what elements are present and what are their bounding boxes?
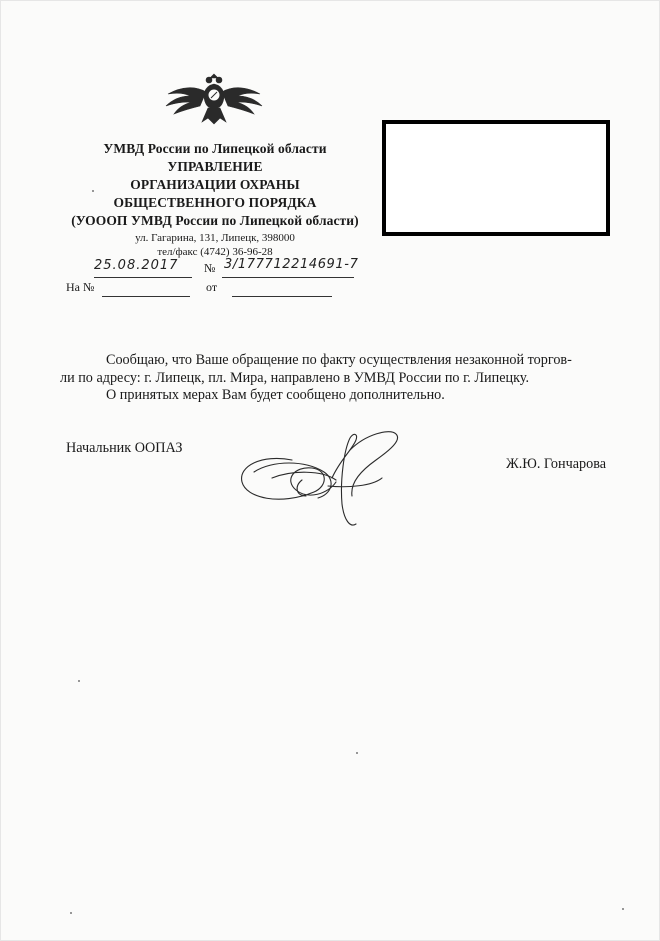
org-name: УМВД России по Липецкой области xyxy=(103,141,327,156)
letter-body xyxy=(60,352,620,405)
registration-date: 25.08.2017 xyxy=(94,258,179,273)
registration-number: 3/177712214691-7 xyxy=(224,257,359,272)
reference-row xyxy=(66,278,366,300)
from-label: от xyxy=(206,280,218,294)
reference-label: На № xyxy=(66,280,95,294)
scan-speck xyxy=(70,912,72,914)
body-line-1: Сообщаю, что Ваше обращение по факту осуществления незаконной торгов- xyxy=(106,352,572,368)
dept-line-4: (УОООП УМВД России по Липецкой области) xyxy=(71,213,359,228)
phone: тел/факс (4742) 36-96-28 xyxy=(157,246,273,258)
number-label: № xyxy=(204,261,216,275)
body-line-3: О принятых мерах Вам будет сообщено дополнительно. xyxy=(106,387,445,403)
scan-speck xyxy=(92,190,94,192)
recipient-redacted-block xyxy=(382,120,610,236)
scan-speck xyxy=(622,908,624,910)
dept-line-3: ОБЩЕСТВЕННОГО ПОРЯДКА xyxy=(113,195,317,210)
from-underline xyxy=(232,296,332,297)
signatory-position: Начальник ООПАЗ xyxy=(66,440,183,456)
dept-line-2: ОРГАНИЗАЦИИ ОХРАНЫ xyxy=(130,177,300,192)
reference-underline xyxy=(102,296,190,297)
dept-line-1: УПРАВЛЕНИЕ xyxy=(167,159,263,174)
scan-speck xyxy=(356,752,358,754)
address: ул. Гагарина, 131, Липецк, 398000 xyxy=(135,232,295,244)
letterhead xyxy=(60,140,370,259)
scan-speck xyxy=(78,680,80,682)
registration-number-row xyxy=(94,258,374,280)
double-headed-eagle-emblem-icon xyxy=(162,68,266,130)
handwritten-signature-icon xyxy=(232,420,412,538)
signatory-name: Ж.Ю. Гончарова xyxy=(506,456,607,472)
body-line-2: ли по адресу: г. Липецк, пл. Мира, направлено в УМВД России по г. Липецку. xyxy=(60,369,529,386)
